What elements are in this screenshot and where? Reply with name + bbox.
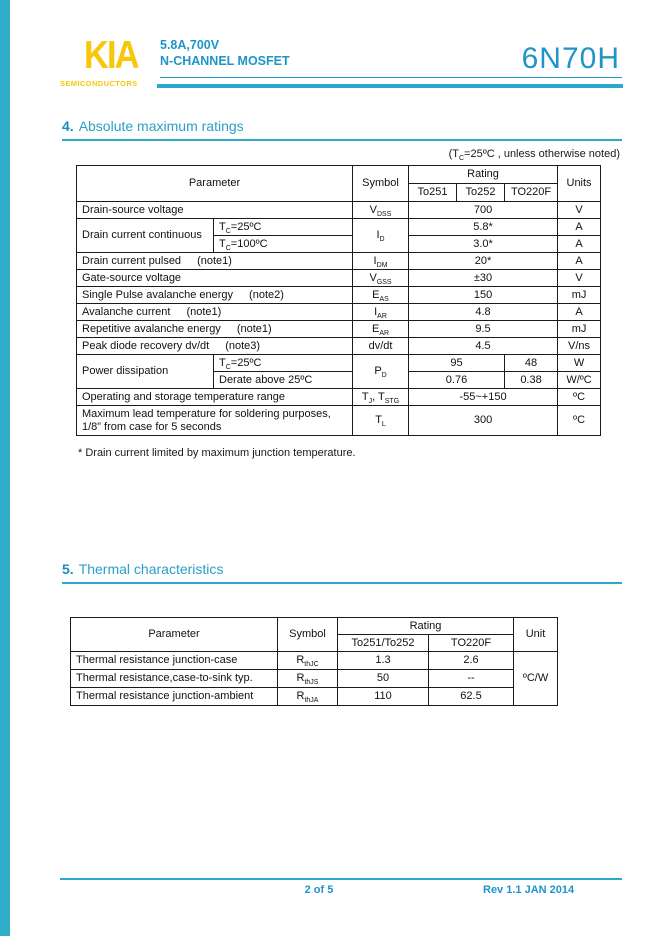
param-cell: Thermal resistance,case-to-sink typ.: [71, 670, 278, 688]
header-to252: To252: [457, 184, 505, 202]
symbol-cell: $T_L$: [353, 406, 409, 436]
param-cell: Drain current continuous: [77, 219, 214, 253]
param-cell: Power dissipation: [77, 355, 214, 389]
param-cell: Single Pulse avalanche energy (note2): [77, 287, 353, 304]
header-unit: Unit: [514, 618, 558, 652]
param-cell: Thermal resistance junction-case: [71, 652, 278, 670]
param-cell: Drain current pulsed (note1): [77, 253, 353, 270]
rating-cell: 50: [338, 670, 429, 688]
param-cell: Peak diode recovery dv/dt (note3): [77, 338, 353, 355]
units-cell: mJ: [558, 321, 601, 338]
symbol-cell: $V_{GSS}$: [353, 270, 409, 287]
part-number: 6N70H: [521, 42, 620, 75]
symbol-cell: $I_D$: [353, 219, 409, 253]
symbol-cell: $T_J$, $T_{STG}$: [353, 389, 409, 406]
brand-logo: [60, 36, 170, 88]
header-to220f: TO220F: [429, 635, 514, 652]
units-cell: A: [558, 253, 601, 270]
rating-cell: 0.76: [409, 372, 505, 389]
rating-cell: 0.38: [505, 372, 558, 389]
rating-cell: 4.5: [409, 338, 558, 355]
table-row: [77, 219, 601, 236]
rating-cell: --: [429, 670, 514, 688]
section5-rule: [62, 582, 622, 584]
table-row: [77, 406, 601, 436]
section5-number: 5.: [62, 561, 74, 577]
table-row: [77, 338, 601, 355]
table-header-row: [71, 618, 558, 635]
table-row: [71, 670, 558, 688]
condition-cell: $T_C=25ºC$: [214, 219, 353, 236]
header-parameter: Parameter: [77, 166, 353, 202]
rating-cell: 5.8*: [409, 219, 558, 236]
table-row: [77, 321, 601, 338]
symbol-cell: $R_{thJC}$: [278, 652, 338, 670]
symbol-cell: $E_{AS}$: [353, 287, 409, 304]
header-symbol: Symbol: [278, 618, 338, 652]
brand-tagline: SEMICONDUCTORS: [60, 79, 138, 88]
condition-cell: $T_C=25ºC$: [214, 355, 353, 372]
table-row: [77, 202, 601, 219]
note-ref: (note1): [197, 254, 232, 267]
rating-cell: 9.5: [409, 321, 558, 338]
symbol-cell: $E_{AR}$: [353, 321, 409, 338]
absolute-maximum-ratings-table: [76, 165, 601, 436]
device-spec: [160, 37, 290, 69]
symbol-cell: dv/dt: [353, 338, 409, 355]
param-cell: Maximum lead temperature for soldering purposes, 1/8” from case for 5 seconds: [77, 406, 353, 436]
table-row: [77, 355, 601, 372]
param-cell: Drain-source voltage: [77, 202, 353, 219]
condition-note: ($T_C=25ºC$ , unless otherwise noted): [448, 148, 620, 163]
rating-cell: 300: [409, 406, 558, 436]
rating-cell: 110: [338, 688, 429, 706]
condition-cell: Derate above 25ºC: [214, 372, 353, 389]
table-row: [77, 389, 601, 406]
table-row: [71, 652, 558, 670]
rating-cell: 62.5: [429, 688, 514, 706]
unit-cell: ºC/W: [514, 652, 558, 706]
note-ref: (note1): [186, 305, 222, 318]
table1-footnote: * Drain current limited by maximum junction temperature.: [78, 447, 356, 459]
section4-rule: [62, 139, 622, 141]
units-cell: V: [558, 202, 601, 219]
header-to251-to252: To251/To252: [338, 635, 429, 652]
note-ref: (note2): [249, 288, 284, 301]
header-rating: Rating: [409, 166, 558, 184]
note-ref: (note1): [236, 322, 272, 335]
units-cell: V/ns: [558, 338, 601, 355]
header-rule-thick: [157, 84, 623, 88]
header-parameter: Parameter: [71, 618, 278, 652]
condition-cell: $T_C=100ºC$: [214, 236, 353, 253]
param-cell: Repetitive avalanche energy (note1): [77, 321, 353, 338]
param-cell: Gate-source voltage: [77, 270, 353, 287]
param-cell: Thermal resistance junction-ambient: [71, 688, 278, 706]
table-header-row: [77, 166, 601, 184]
rating-cell: 150: [409, 287, 558, 304]
symbol-cell: $P_D$: [353, 355, 409, 389]
section4-title: 4. Absolute maximum ratings: [62, 118, 244, 134]
units-cell: ºC: [558, 406, 601, 436]
header-to251: To251: [409, 184, 457, 202]
page-indicator: 2 of 5: [304, 884, 334, 896]
header-rating: Rating: [338, 618, 514, 635]
section4-number: 4.: [62, 118, 74, 134]
units-cell: A: [558, 304, 601, 321]
rating-cell: 20*: [409, 253, 558, 270]
rating-cell: 4.8: [409, 304, 558, 321]
section5-title: 5. Thermal characteristics: [62, 561, 224, 577]
rating-cell: 3.0*: [409, 236, 558, 253]
header-symbol: Symbol: [353, 166, 409, 202]
spec-rating: 5.8A,700V: [160, 38, 220, 52]
symbol-cell: $I_{DM}$: [353, 253, 409, 270]
rating-cell: 1.3: [338, 652, 429, 670]
rating-cell: 2.6: [429, 652, 514, 670]
symbol-cell: $V_{DSS}$: [353, 202, 409, 219]
rating-cell: 95: [409, 355, 505, 372]
param-cell: Operating and storage temperature range: [77, 389, 353, 406]
header-units: Units: [558, 166, 601, 202]
revision-label: Rev 1.1 JAN 2014: [483, 884, 575, 896]
rating-cell: -55~+150: [409, 389, 558, 406]
rating-cell: 48: [505, 355, 558, 372]
table-row: [71, 688, 558, 706]
rating-cell: ±30: [409, 270, 558, 287]
brand-name: KIA: [84, 34, 139, 77]
header-to220f: TO220F: [505, 184, 558, 202]
units-cell: W/ºC: [558, 372, 601, 389]
table-row: [77, 287, 601, 304]
units-cell: mJ: [558, 287, 601, 304]
table-row: [77, 270, 601, 287]
table-row: [77, 253, 601, 270]
spec-type: N-CHANNEL MOSFET: [160, 54, 290, 68]
page-edge-accent-bar: [0, 0, 10, 936]
table-row: [77, 304, 601, 321]
units-cell: A: [558, 236, 601, 253]
header-rule-thin: [160, 77, 622, 78]
units-cell: V: [558, 270, 601, 287]
symbol-cell: $R_{thJS}$: [278, 670, 338, 688]
footer-rule: [60, 878, 622, 880]
symbol-cell: $I_{AR}$: [353, 304, 409, 321]
rating-cell: 700: [409, 202, 558, 219]
note-ref: (note3): [225, 339, 261, 352]
symbol-cell: $R_{thJA}$: [278, 688, 338, 706]
param-cell: Avalanche current (note1): [77, 304, 353, 321]
units-cell: ºC: [558, 389, 601, 406]
thermal-characteristics-table: [70, 617, 558, 706]
units-cell: A: [558, 219, 601, 236]
units-cell: W: [558, 355, 601, 372]
